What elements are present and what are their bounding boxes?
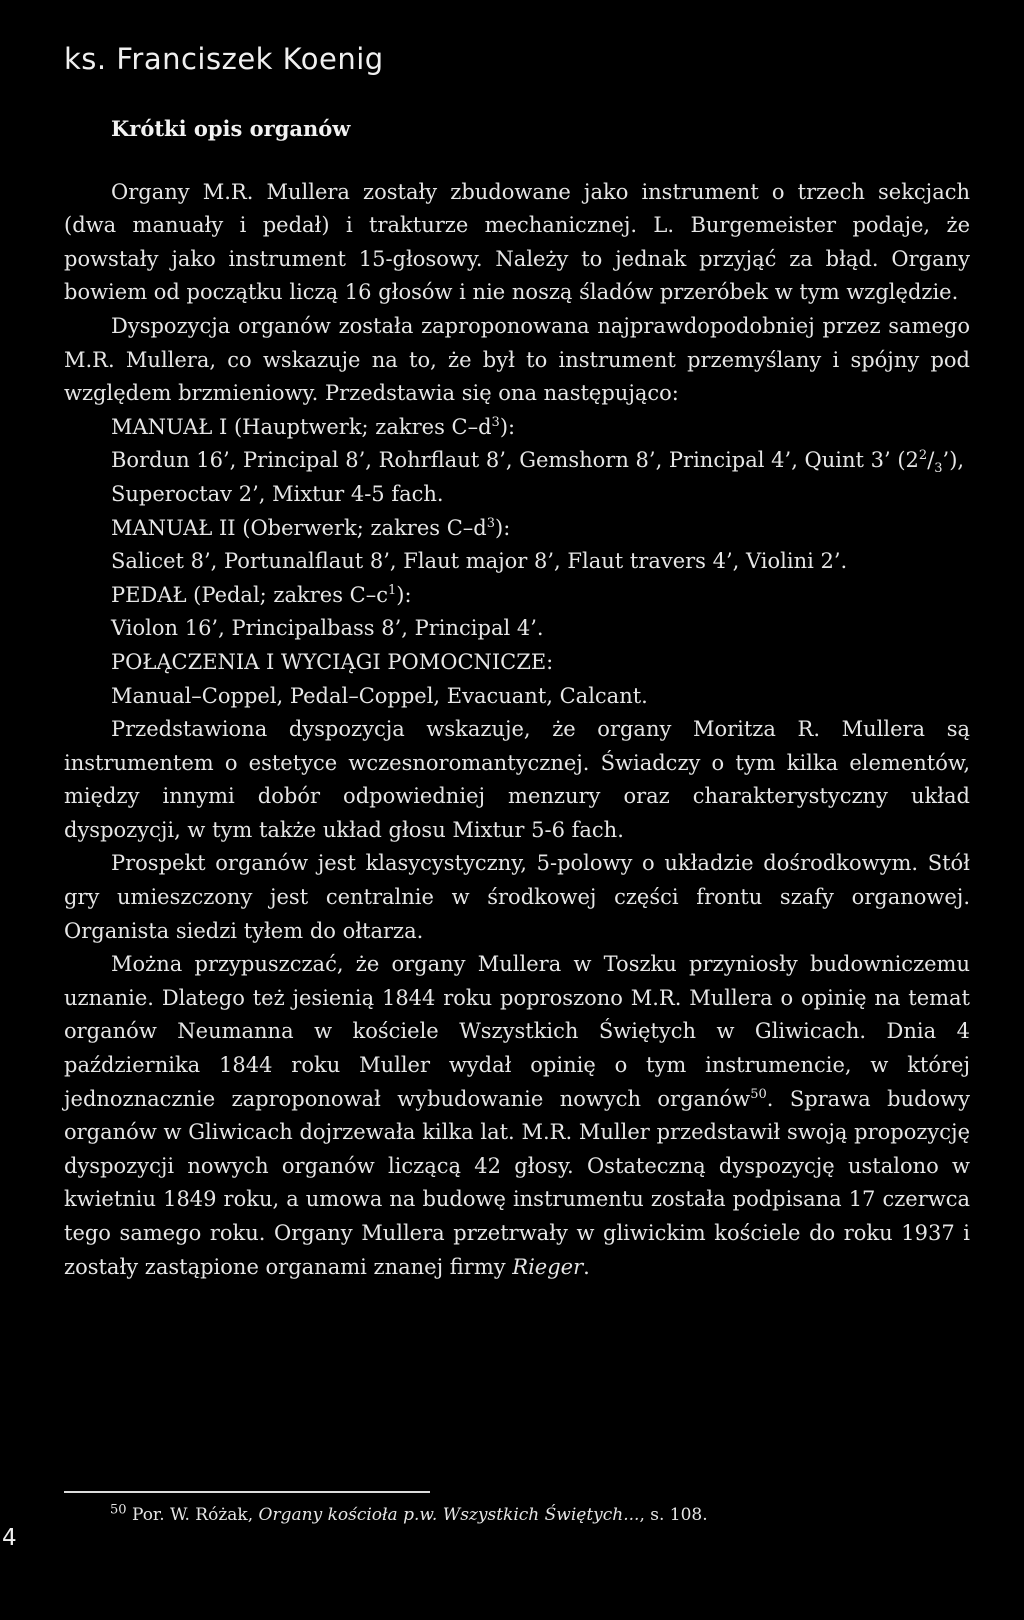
paragraph-4: Prospekt organów jest klasycystyczny, 5-polowy o układzie dośrodkowym. Stół gry umieszczony jest centralnie w środkowej części frontu szafy organowej. Organista siedzi tyłem do ołtarza. [64, 851, 970, 943]
page-number: 4 [2, 1525, 17, 1551]
couplers-heading: POŁĄCZENIA I WYCIĄGI POMOCNICZE: [111, 649, 554, 674]
paragraph-5: Można przypuszczać, że organy Mullera w Toszku przyniosły budowniczemu uznanie. Dlatego też jesienią 1844 roku poproszono M.R. Mullera o opinię na temat organów Neumanna w kościele Wszystkich Świętych w Gliwicach. Dnia 4 października 1844 roku Muller wydał opinię o tym instrumencie, w której jednoznacznie zaproponował wybudowanie nowych organów$^{50}$. Sprawa budowy organów w Gliwicach dojrzewała kilka lat. M.R. Muller przedstawił swoją propozycję dyspozycji nowych organów liczącą 42 głosy. Ostateczną dyspozycję ustalono w kwietniu 1849 roku, a umowa na budowę instrumentu została podpisana 17 czerwca tego samego roku. Organy Mullera przetrwały w gliwickim kościele do roku 1937 i zostały zastąpione organami znanej firmy Rieger. [64, 952, 970, 1279]
paragraph-3: Przedstawiona dyspozycja wskazuje, że organy Moritza R. Mullera są instrumentem o estetyce wczesnoromantycznej. Świadczy o tym kilka elementów, między innymi dobór odpowiedniej menzury oraz charakterystyczny układ dyspozycji, w tym także układ głosu Mixtur 5-6 fach. [64, 717, 970, 842]
couplers-list: Manual–Coppel, Pedal–Coppel, Evacuant, Calcant. [111, 683, 648, 708]
manual-2-stops: Salicet 8’, Portunalflaut 8’, Flaut major 8’, Flaut travers 4’, Violini 2’. [111, 549, 848, 574]
manual-2-heading: MANUAŁ II (Oberwerk; zakres $C-d^3$): [111, 515, 511, 540]
pedal-stops: Violon 16’, Principalbass 8’, Principal 4’. [111, 616, 544, 641]
section-title: Krótki opis organów [111, 116, 351, 141]
manual-1-heading: MANUAŁ I (Hauptwerk; zakres $C-d^3$): [111, 414, 516, 439]
pedal-heading: PEDAŁ (Pedal; zakres $C-c^1$): [111, 582, 412, 607]
paragraph-2: Dyspozycja organów została zaproponowana najprawdopodobniej przez samego M.R. Mullera, co wskazuje na to, że był to instrument przemyślany i spójny pod względem brzmieniowy. Przedstawia się ona następująco: [64, 313, 970, 406]
page-body [64, 112, 970, 1284]
footnote-ref: 50 [750, 1086, 767, 1102]
running-header: ks. Franciszek Koenig [64, 42, 384, 76]
manual-1-stops: Bordun 16’, Principal 8’, Rohrflaut 8’, Gemshorn 8’, Principal 4’, Quint 3’ $(2^2/_3’)$, Superoctav 2’, Mixtur 4-5 fach. [111, 448, 965, 506]
paragraph-1: Organy M.R. Mullera zostały zbudowane jako instrument o trzech sekcjach (dwa manuały i pedał) i trakturze mechanicznej. L. Burgemeister podaje, że powstały jako instrument 15-głosowy. Należy to jednak przyjąć za błąd. Organy bowiem od początku liczą 16 głosów i nie noszą śladów przeróbek w tym względzie. [64, 179, 970, 305]
footnote-divider [64, 1491, 430, 1493]
footnote: $^{50}$ Por. W. Różak, Organy kościoła p.w. Wszystkich Świętych..., s. 108. [110, 1502, 708, 1525]
